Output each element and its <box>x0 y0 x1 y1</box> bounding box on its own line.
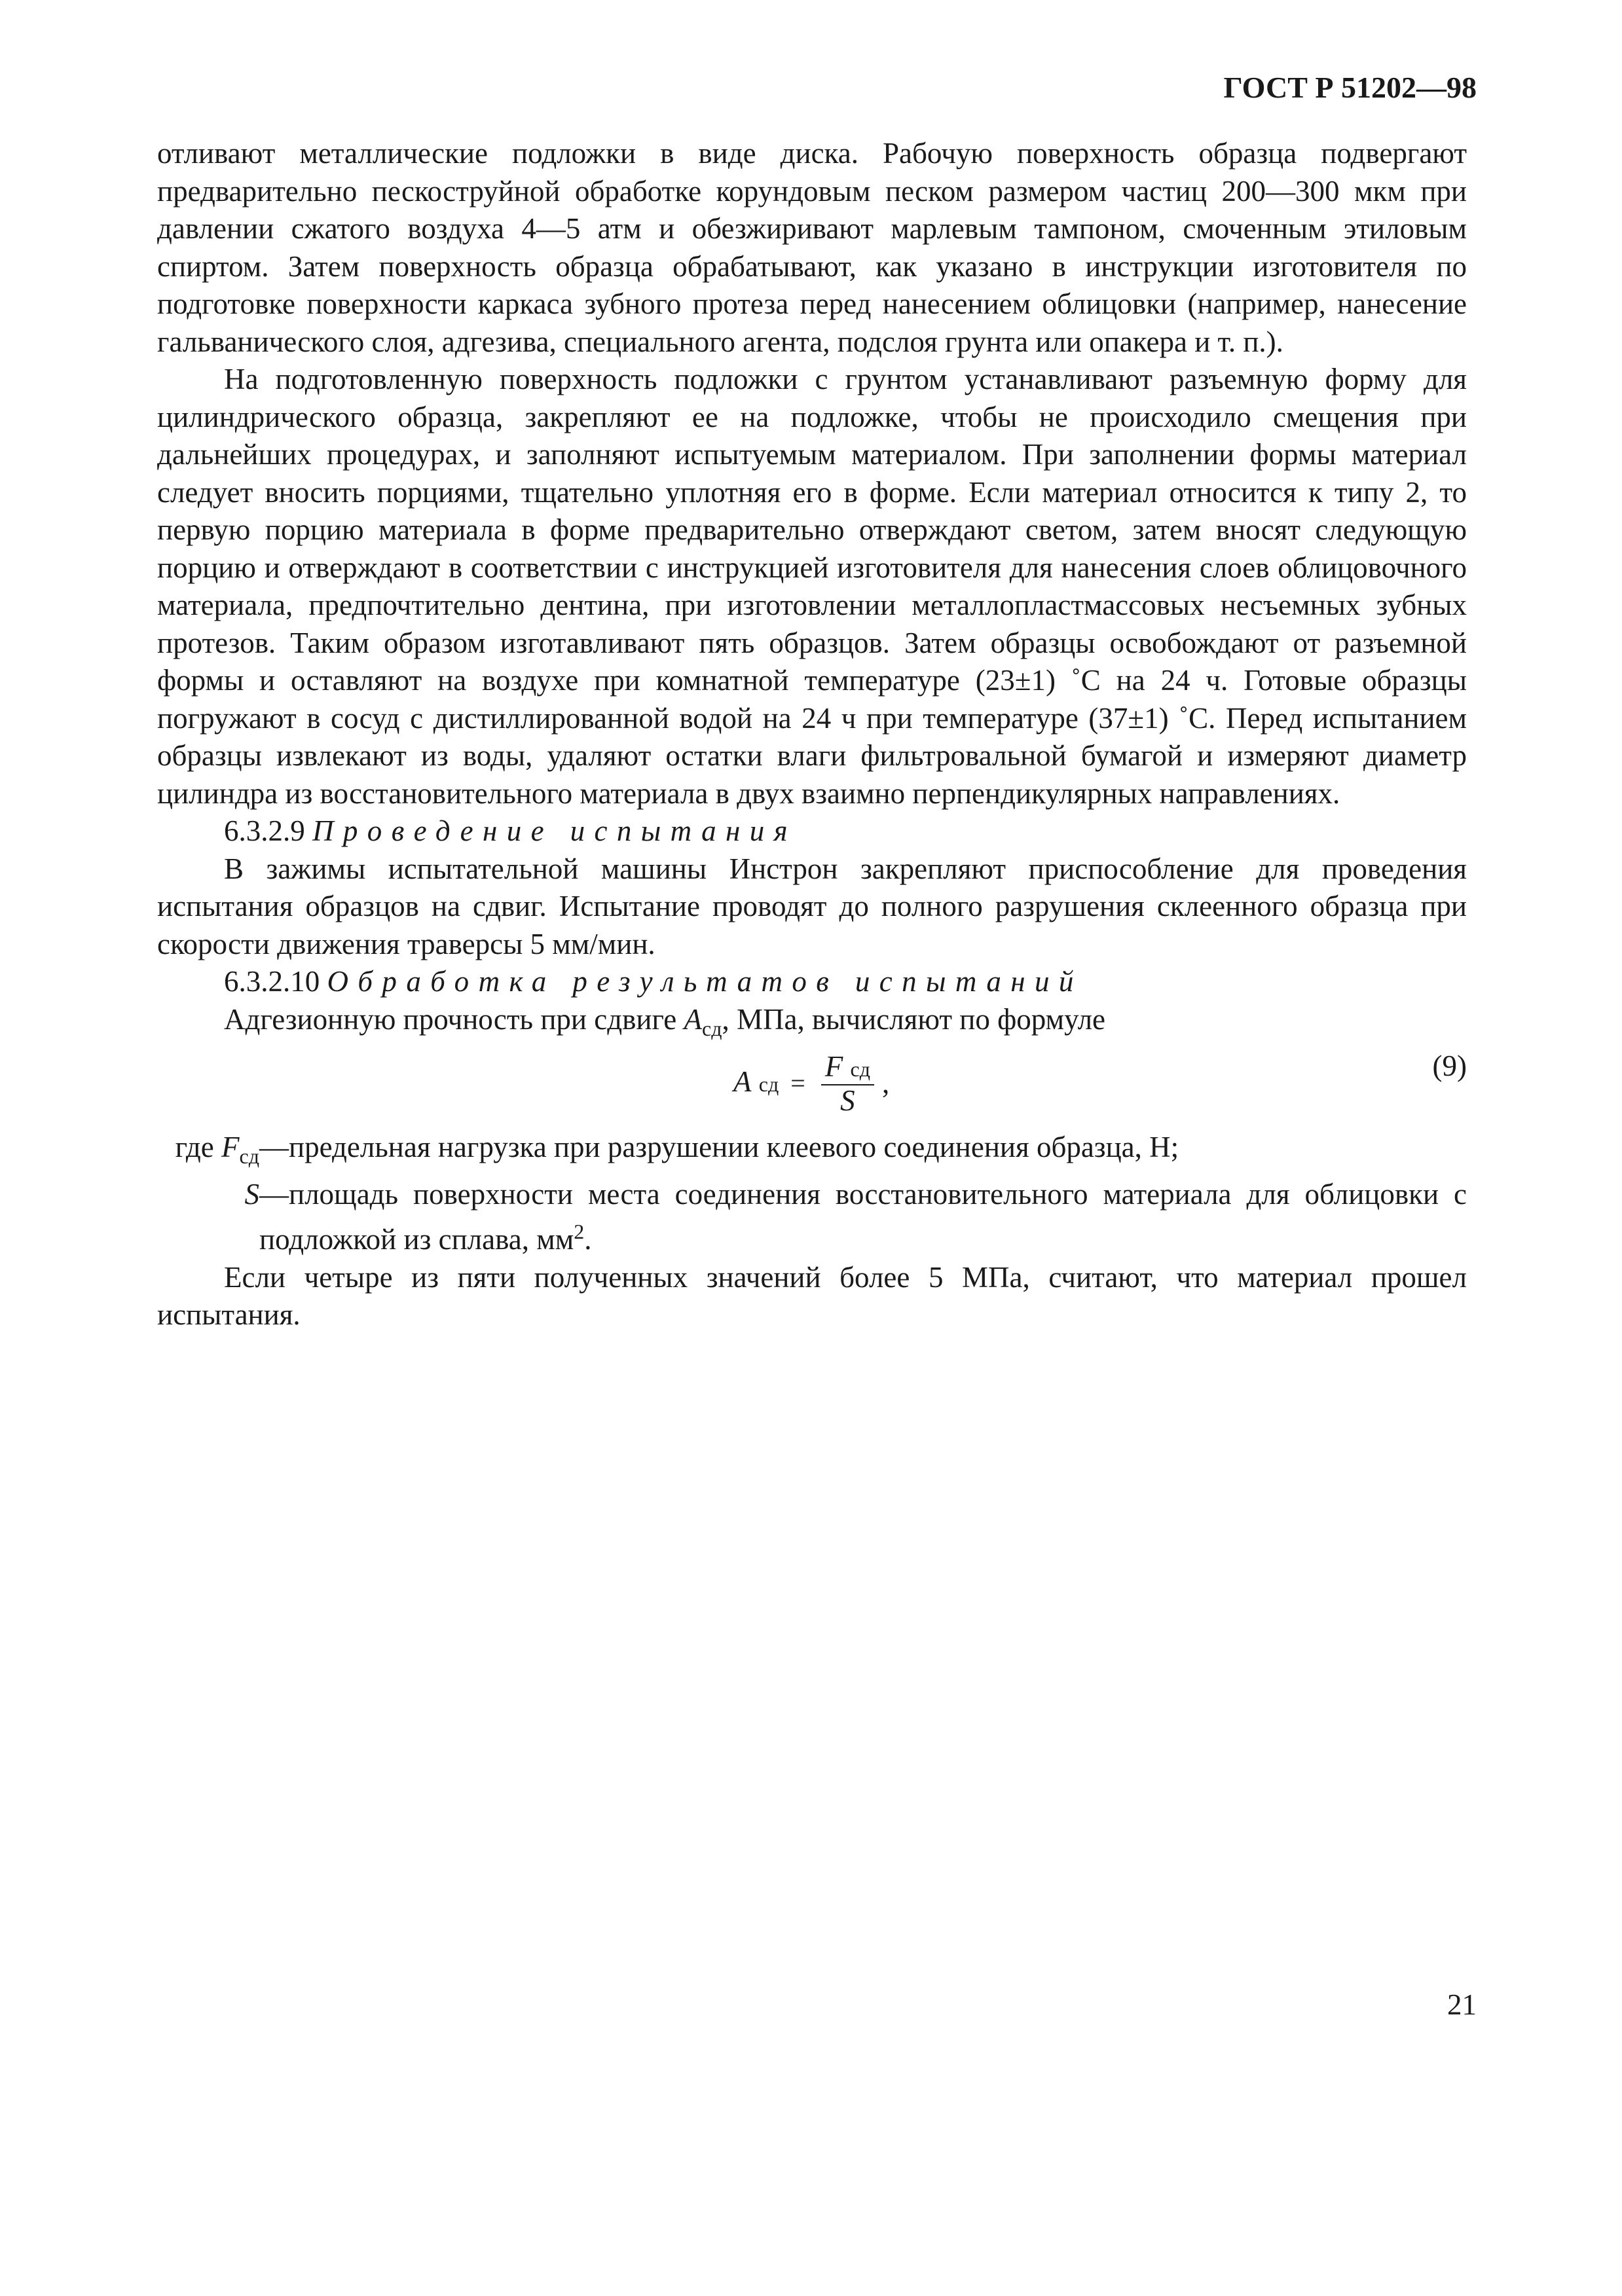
variable: S <box>244 1177 259 1211</box>
document-header: ГОСТ Р 51202—98 <box>1223 71 1477 104</box>
legend-definition-s <box>259 1176 1467 1259</box>
paragraph-3: В зажимы испытательной машины Инстрон закрепляют приспособление для проведения испытания образцов на сдвиг. Испытание проводят до полного разрушения склеенного образца при скорости движения траверсы 5 мм/мин. <box>157 852 1467 960</box>
text-fragment: Адгезионную прочность при сдвиге <box>224 1002 684 1036</box>
document-body <box>157 135 1467 1334</box>
variable: F <box>221 1131 240 1163</box>
section-heading-6-3-2-9 <box>157 812 1467 850</box>
fraction-numerator <box>821 1051 874 1085</box>
variable: S <box>840 1084 855 1117</box>
paragraph-5: Если четыре из пяти полученных значений более 5 МПа, считают, что материал прошел испытания. <box>157 1260 1467 1331</box>
superscript: 2 <box>574 1220 585 1243</box>
subscript: сд <box>702 1016 722 1040</box>
page-number: 21 <box>1447 1988 1477 2021</box>
section-title: Обработка результатов испытаний <box>327 965 1083 998</box>
variable: F <box>824 1050 843 1083</box>
definition-end: . <box>584 1223 592 1256</box>
fraction-denominator <box>840 1085 855 1116</box>
variable: A <box>733 1065 752 1099</box>
equals-sign: = <box>790 1068 805 1099</box>
section-title: Проведение испытания <box>312 814 797 847</box>
paragraph-4 <box>157 1001 1467 1048</box>
legend-definition-f: —предельная нагрузка при разрушении клеевого соединения образца, Н; <box>259 1131 1179 1163</box>
formula-number: (9) <box>1432 1049 1467 1082</box>
legend-term-s <box>157 1176 259 1259</box>
paragraph-2: На подготовленную поверхность подложки с грунтом устанавливают разъемную форму для цилиндрического образца, закрепляют ее на подложке, чтобы не происходило смещения при дальнейших процедурах, и заполняют испытуемым материалом. При заполнении формы материал следует вносить порциями, тщательно уплотняя его в форме. Если материал относится к типу 2, то первую порцию материала в форме предварительно отверждают светом, затем вносят следующую порцию и отверждают в соответствии с инструкцией изготовителя для нанесения слоев облицовочного материала, предпочтительно дентина, при изготовлении металлопластмассовых несъемных зубных протезов. Таким образом изготавливают пять образцов. Затем образцы освобождают от разъемной формы и оставляют на воздухе при комнатной температуре (23±1) ˚С на 24 ч. Готовые образцы погружают в сосуд с дистиллированной водой на 24 ч при температуре (37±1) ˚С. Перед испытанием образцы извлекают из воды, удаляют остатки влаги фильтровальной бумагой и измеряют диаметр цилиндра из восстановительного материала в двух взаимно перпендикулярных направлениях. <box>157 363 1467 810</box>
section-heading-6-3-2-10 <box>157 963 1467 1001</box>
section-number: 6.3.2.9 <box>224 814 305 847</box>
fraction <box>821 1051 874 1116</box>
formula-comma: , <box>882 1066 890 1100</box>
legend-term-f <box>157 1129 259 1176</box>
variable: A <box>684 1002 703 1036</box>
subscript: сд <box>758 1072 779 1097</box>
where-word: где <box>175 1131 222 1163</box>
text-fragment: , МПа, вычисляют по формуле <box>722 1002 1106 1036</box>
section-number: 6.3.2.10 <box>224 965 320 998</box>
formula-lhs <box>733 1063 779 1104</box>
formula-legend <box>157 1129 1467 1259</box>
formula-expression <box>733 1051 889 1116</box>
subscript: сд <box>850 1057 871 1081</box>
subscript: сд <box>239 1144 259 1168</box>
paragraph-1: отливают металлические подложки в виде диска. Рабочую поверхность образца подвергают предварительно пескоструйной обработке корундовым песком размером частиц 200—300 мкм при давлении сжатого воздуха 4—5 атм и обезжиривают марлевым тампоном, смоченным этиловым спиртом. Затем поверхность образца обрабатывают, как указано в инструкции изготовителя по подготовке поверхности каркаса зубного протеза перед нанесением облицовки (например, нанесение гальванического слоя, адгезива, специального агента, подслоя грунта или опакера и т. п.). <box>157 137 1467 358</box>
definition-text: —площадь поверхности места соединения восстановительного материала для облицовки с подложкой из сплава, мм <box>259 1177 1467 1256</box>
formula-9 <box>157 1048 1467 1129</box>
